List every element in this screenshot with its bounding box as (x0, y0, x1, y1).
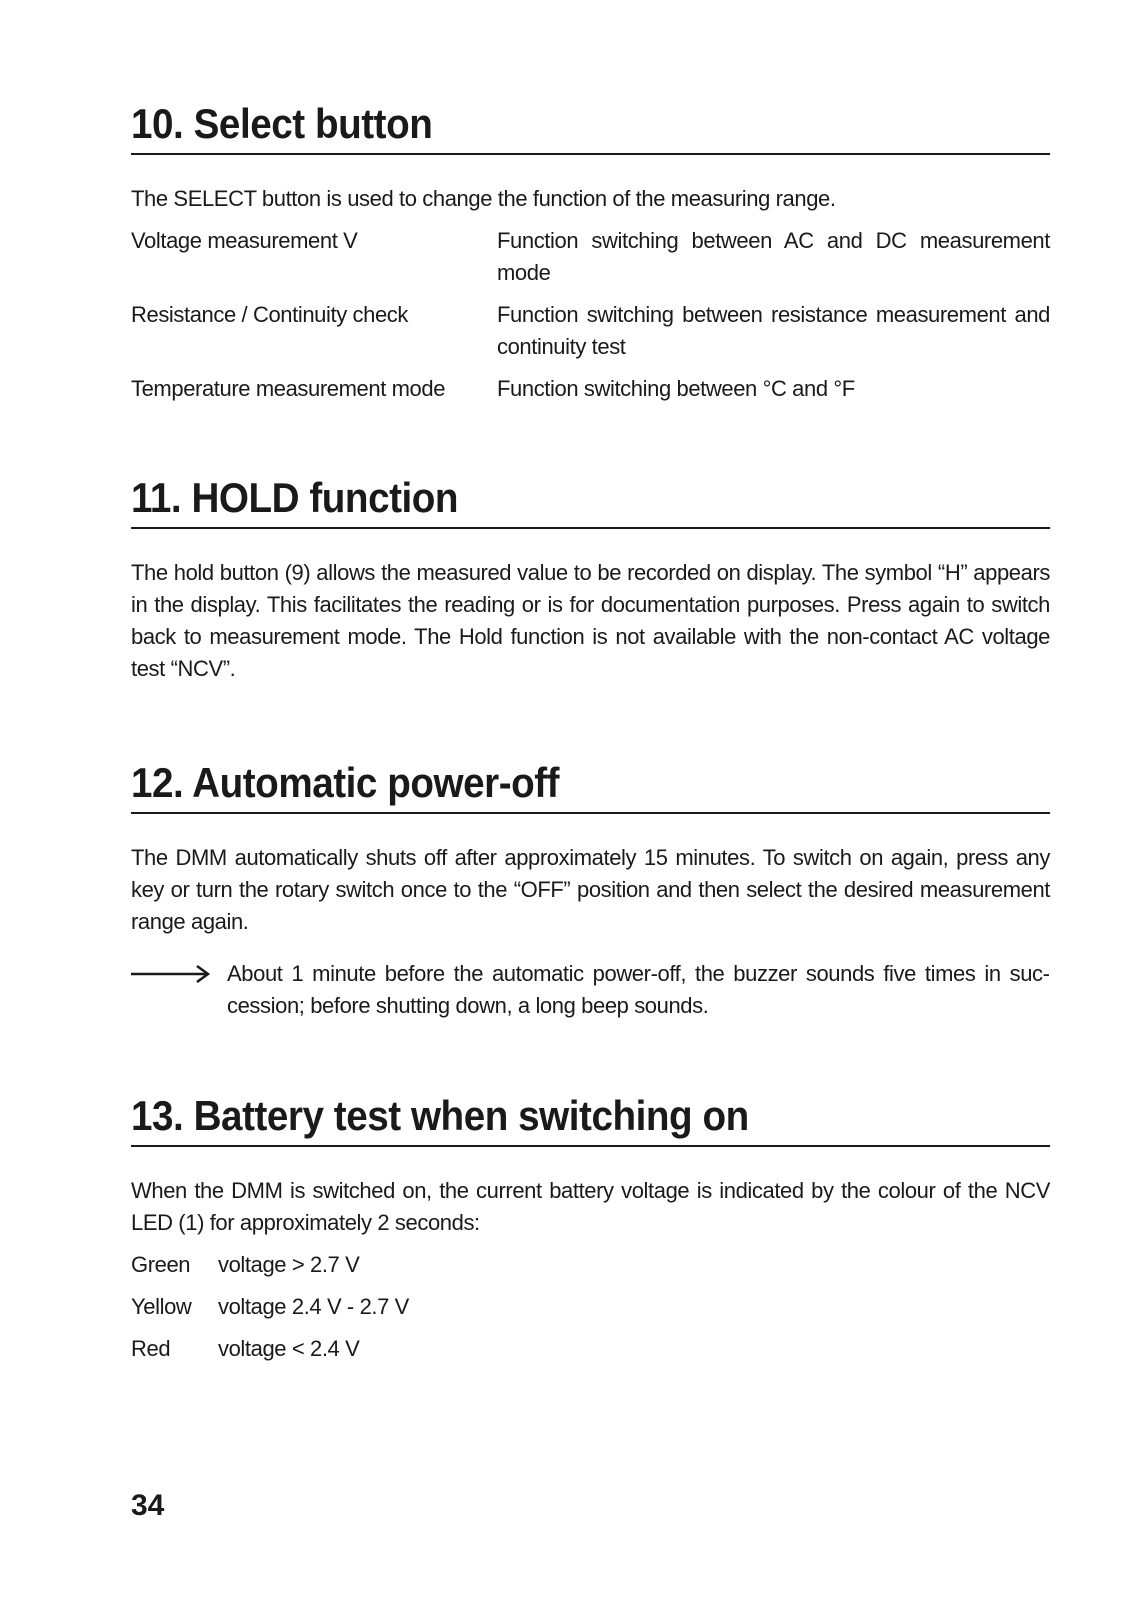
section-intro: The SELECT button is used to change the function of the measuring range. (131, 186, 836, 211)
row-term: Temperature measurement mode (131, 376, 446, 401)
arrow-right-icon (131, 958, 227, 990)
level-voltage: voltage < 2.4 V (218, 1336, 360, 1361)
table-row (131, 299, 1050, 373)
section-automatic-power-off (131, 757, 1050, 1022)
level-color: Yellow (131, 1294, 192, 1319)
list-item (131, 1249, 1050, 1281)
row-description: Function switching between °C and °F (497, 376, 855, 401)
level-color: Red (131, 1336, 171, 1361)
list-item (131, 1291, 1050, 1323)
page-number: 34 (131, 1489, 165, 1522)
section-battery-test (131, 1090, 1050, 1375)
list-item (131, 1333, 1050, 1365)
section-select-button (131, 98, 1050, 415)
section-heading: 10. Select button (131, 98, 1050, 155)
row-description: Function switching between AC and DC measurement mode (497, 228, 1050, 285)
battery-level-list (131, 1249, 1050, 1365)
note-text: About 1 minute before the automatic power-off, the buzzer sounds five times in succession; before shutting down, a long beep sounds. (227, 961, 1050, 1018)
level-voltage: voltage > 2.7 V (218, 1252, 360, 1277)
section-body: The DMM automatically shuts off after approximately 15 minutes. To switch on again, press any key or turn the rotary switch once to the “OFF” position and then select the desired measurement range again. (131, 845, 1050, 934)
row-term: Voltage measurement V (131, 228, 358, 253)
note (131, 958, 1050, 1022)
row-term: Resistance / Continuity check (131, 302, 408, 327)
section-body: When the DMM is switched on, the current battery voltage is indicated by the colour of the NCV LED (1) for approximately 2 seconds: (131, 1178, 1050, 1235)
section-body: The hold button (9) allows the measured value to be recorded on display. The symbol “H” appears in the display. This facilitates the reading or is for documentation purposes. Press again to switch back to measurement mode. The Hold function is not available with the non-contact AC voltage test “NCV”. (131, 560, 1050, 681)
section-heading: 13. Battery test when switching on (131, 1090, 1050, 1147)
section-heading: 12. Automatic power-off (131, 757, 1050, 814)
level-color: Green (131, 1252, 191, 1277)
table-row (131, 225, 1050, 299)
select-function-table (131, 225, 1050, 415)
table-row (131, 373, 1050, 415)
section-hold-function (131, 472, 1050, 685)
section-heading: 11. HOLD function (131, 472, 1050, 529)
row-description: Function switching between resistance measurement and continuity test (497, 302, 1050, 359)
level-voltage: voltage 2.4 V - 2.7 V (218, 1294, 409, 1319)
